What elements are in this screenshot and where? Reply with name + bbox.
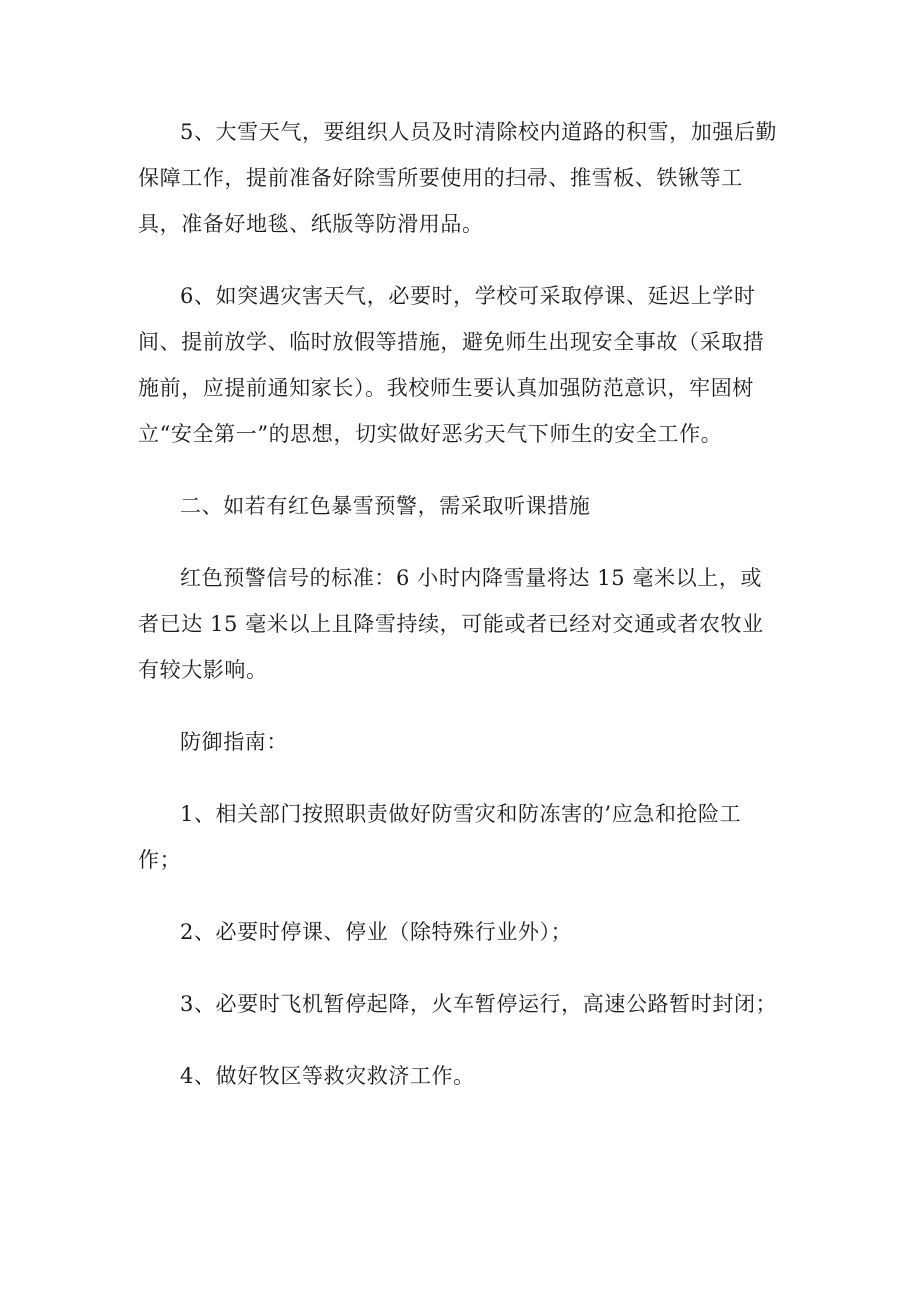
text-line: 防御指南： (180, 730, 288, 754)
section-heading-red-warning (138, 483, 778, 529)
text-line: 6、如突遇灾害天气，必要时，学校可采取停课、延迟上学时 (180, 284, 756, 308)
paragraph-red-warning-standard (138, 555, 778, 693)
list-item-guide-4 (138, 1053, 778, 1099)
text-line: 1、相关部门按照职责做好防雪灾和防冻害的’应急和抢险工 (180, 802, 742, 826)
defense-guide-heading (138, 719, 778, 765)
text-line: 者已达 15 毫米以上且降雪持续，可能或者已经对交通或者农牧业 (138, 612, 764, 636)
text-line: 5、大雪天气，要组织人员及时清除校内道路的积雪，加强后勤 (180, 120, 778, 144)
text-line: 2、必要时停课、停业（除特殊行业外）； (180, 920, 573, 944)
text-line: 作； (138, 848, 182, 872)
list-item-guide-1 (138, 791, 778, 883)
text-line: 3、必要时飞机暂停起降，火车暂停运行，高速公路暂时封闭； (180, 992, 778, 1016)
text-line: 间、提前放学、临时放假等措施，避免师生出现安全事故（采取措 (138, 330, 765, 354)
list-item-guide-3 (138, 981, 778, 1027)
text-line: 保障工作，提前准备好除雪所要使用的扫帚、推雪板、铁锹等工 (138, 166, 743, 190)
paragraph-item-6 (138, 273, 778, 457)
text-line: 具，准备好地毯、纸版等防滑用品。 (138, 212, 484, 236)
document-body (138, 109, 778, 1125)
text-line: 施前，应提前通知家长）。我校师生要认真加强防范意识，牢固树 (138, 376, 754, 400)
list-item-guide-2 (138, 909, 778, 955)
text-line: 二、如若有红色暴雪预警，需采取听课措施 (180, 494, 591, 518)
paragraph-item-5 (138, 109, 778, 247)
text-line: 红色预警信号的标准：6 小时内降雪量将达 15 毫米以上，或 (180, 566, 763, 590)
text-line: 有较大影响。 (138, 658, 268, 682)
text-line: 立“安全第一”的思想，切实做好恶劣天气下师生的安全工作。 (138, 422, 723, 446)
text-line: 4、做好牧区等救灾救济工作。 (180, 1064, 475, 1088)
